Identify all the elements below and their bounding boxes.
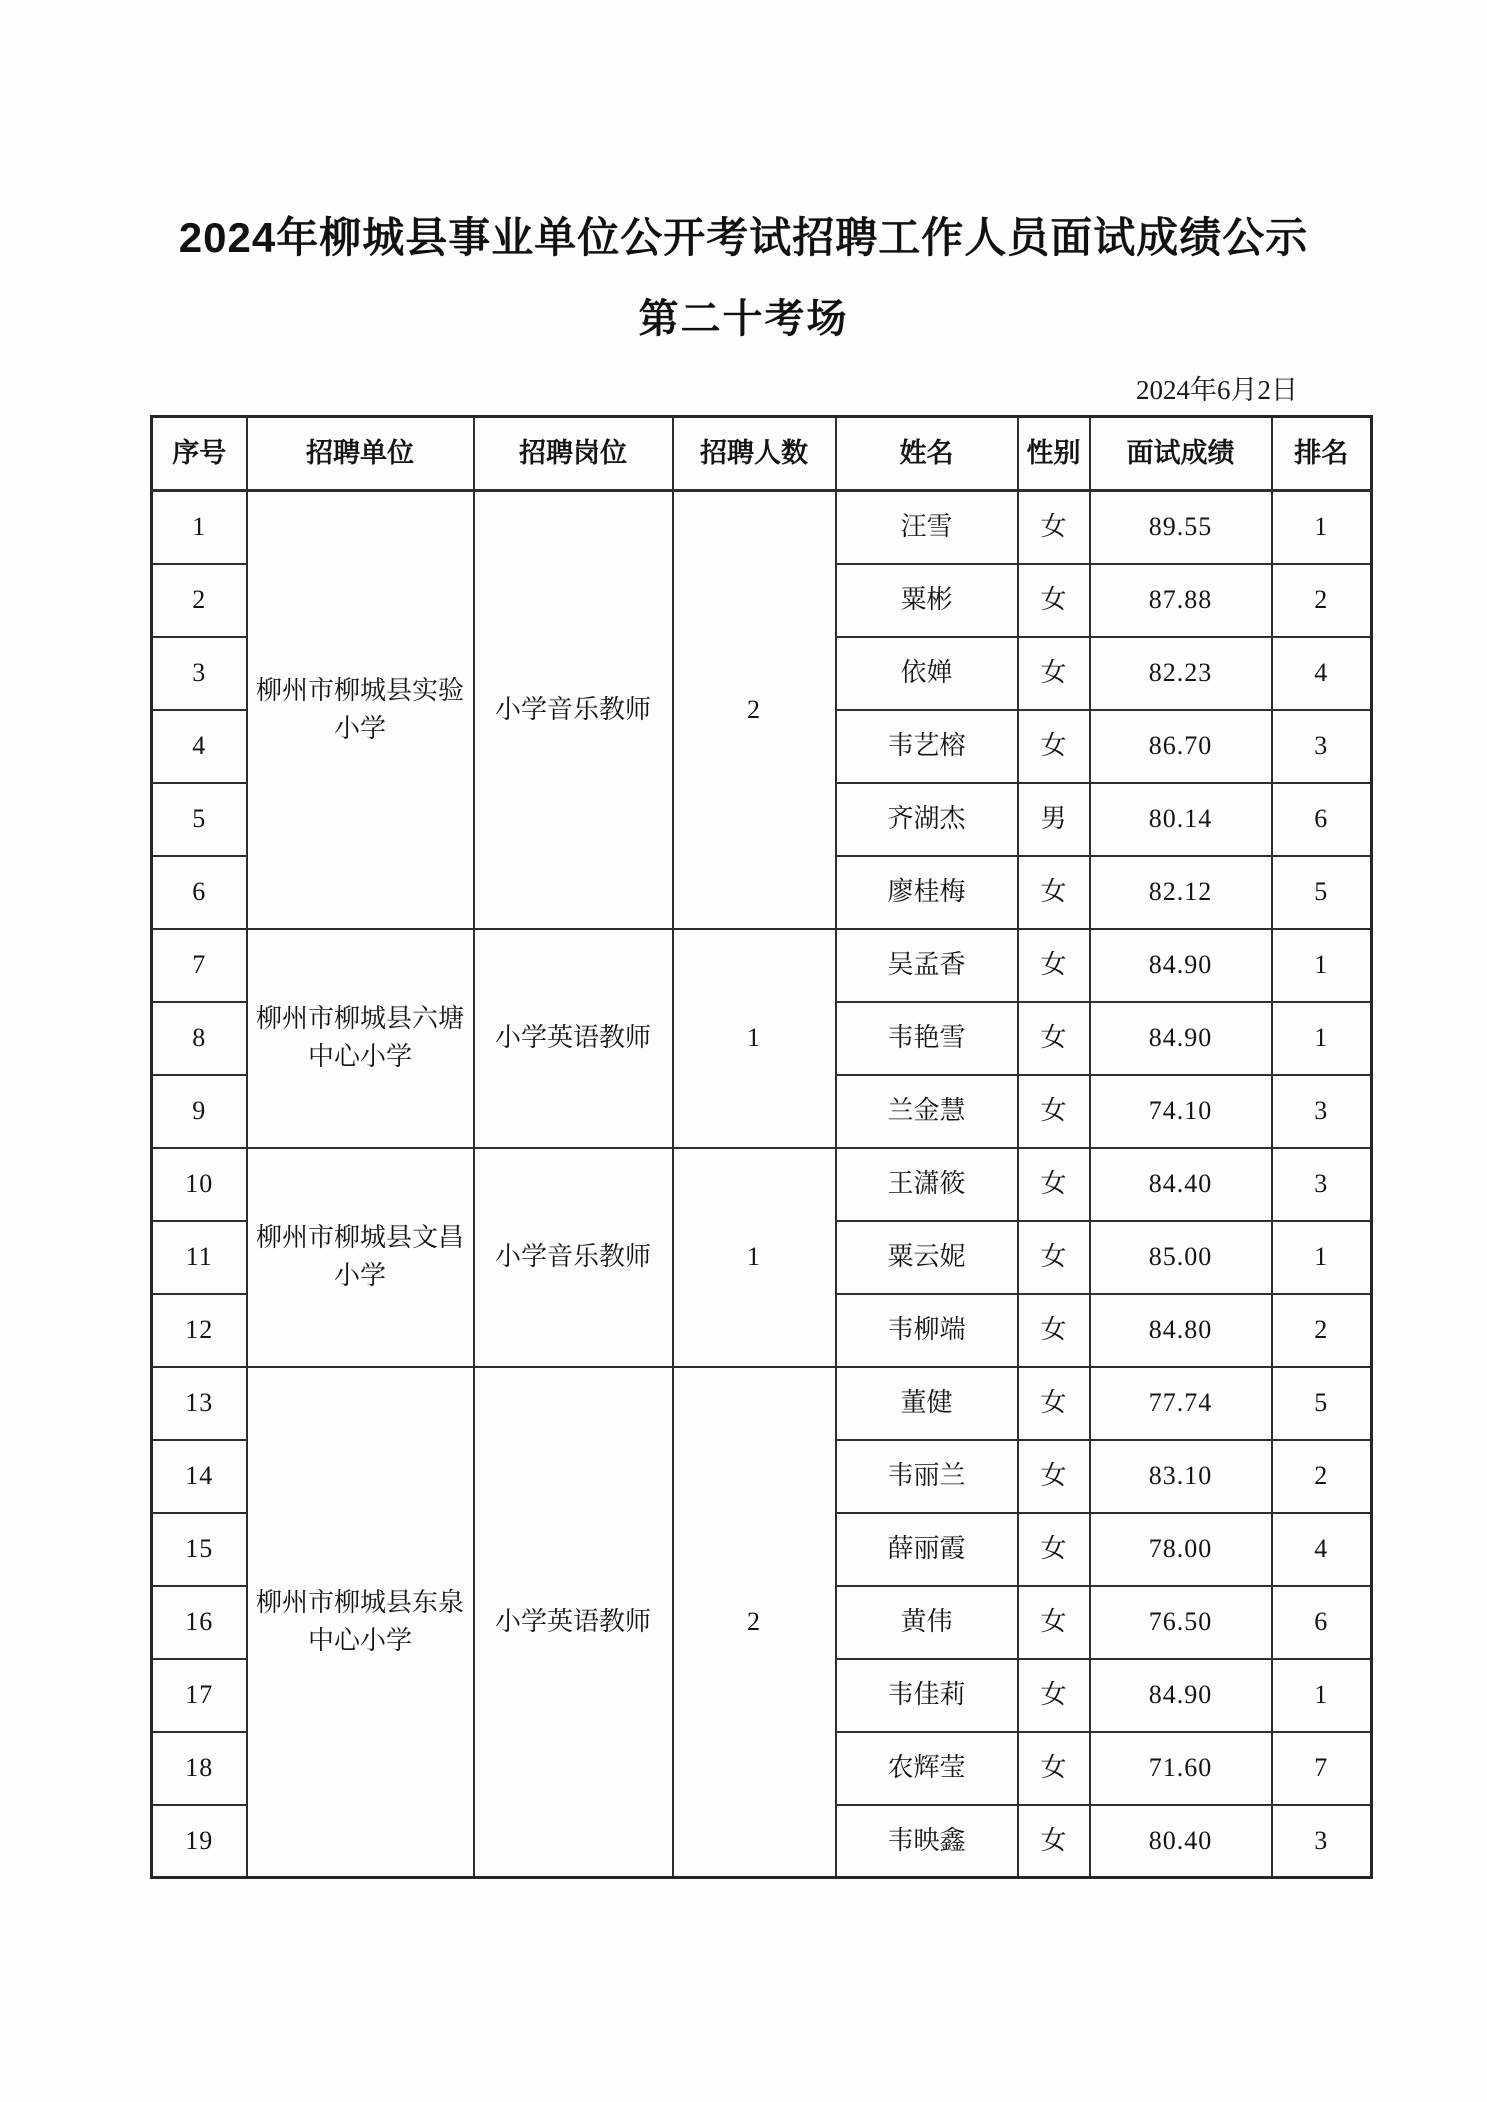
rank-cell: 4 (1272, 1513, 1372, 1586)
serial-cell: 2 (152, 564, 247, 637)
score-cell: 80.40 (1090, 1805, 1272, 1878)
serial-cell: 1 (152, 491, 247, 564)
rank-cell: 4 (1272, 637, 1372, 710)
rank-cell: 3 (1272, 1075, 1372, 1148)
position-cell: 小学音乐教师 (474, 1148, 673, 1367)
name-cell: 粟彬 (836, 564, 1018, 637)
name-cell: 兰金慧 (836, 1075, 1018, 1148)
name-cell: 粟云妮 (836, 1221, 1018, 1294)
name-cell: 农辉莹 (836, 1732, 1018, 1805)
quota-cell: 2 (673, 491, 836, 929)
quota-cell: 1 (673, 929, 836, 1148)
unit-cell: 柳州市柳城县实验小学 (247, 491, 474, 929)
serial-cell: 16 (152, 1586, 247, 1659)
serial-cell: 8 (152, 1002, 247, 1075)
gender-cell: 女 (1018, 1732, 1090, 1805)
gender-cell: 男 (1018, 783, 1090, 856)
serial-cell: 15 (152, 1513, 247, 1586)
header-serial: 序号 (152, 417, 247, 491)
serial-cell: 9 (152, 1075, 247, 1148)
score-cell: 74.10 (1090, 1075, 1272, 1148)
name-cell: 韦佳莉 (836, 1659, 1018, 1732)
gender-cell: 女 (1018, 1440, 1090, 1513)
position-cell: 小学音乐教师 (474, 491, 673, 929)
score-cell: 78.00 (1090, 1513, 1272, 1586)
serial-cell: 19 (152, 1805, 247, 1878)
rank-cell: 6 (1272, 1586, 1372, 1659)
serial-cell: 10 (152, 1148, 247, 1221)
score-cell: 84.90 (1090, 1002, 1272, 1075)
serial-cell: 7 (152, 929, 247, 1002)
name-cell: 吴孟香 (836, 929, 1018, 1002)
score-cell: 82.23 (1090, 637, 1272, 710)
serial-cell: 3 (152, 637, 247, 710)
position-cell: 小学英语教师 (474, 929, 673, 1148)
name-cell: 韦柳端 (836, 1294, 1018, 1367)
score-cell: 84.80 (1090, 1294, 1272, 1367)
header-row (152, 417, 1372, 491)
score-cell: 84.90 (1090, 1659, 1272, 1732)
gender-cell: 女 (1018, 1221, 1090, 1294)
header-name: 姓名 (836, 417, 1018, 491)
name-cell: 依婵 (836, 637, 1018, 710)
score-cell: 89.55 (1090, 491, 1272, 564)
rank-cell: 1 (1272, 1002, 1372, 1075)
gender-cell: 女 (1018, 1586, 1090, 1659)
position-cell: 小学英语教师 (474, 1367, 673, 1878)
header-quota: 招聘人数 (673, 417, 836, 491)
gender-cell: 女 (1018, 856, 1090, 929)
unit-cell: 柳州市柳城县文昌小学 (247, 1148, 474, 1367)
gender-cell: 女 (1018, 1513, 1090, 1586)
score-cell: 77.74 (1090, 1367, 1272, 1440)
table-row (152, 929, 1372, 1002)
table-row (152, 1367, 1372, 1440)
serial-cell: 14 (152, 1440, 247, 1513)
rank-cell: 1 (1272, 929, 1372, 1002)
header-rank: 排名 (1272, 417, 1372, 491)
page-subtitle: 第二十考场 (638, 297, 849, 341)
gender-cell: 女 (1018, 1075, 1090, 1148)
score-cell: 76.50 (1090, 1586, 1272, 1659)
serial-cell: 11 (152, 1221, 247, 1294)
name-cell: 薛丽霞 (836, 1513, 1018, 1586)
unit-cell: 柳州市柳城县六塘中心小学 (247, 929, 474, 1148)
score-cell: 71.60 (1090, 1732, 1272, 1805)
rank-cell: 2 (1272, 564, 1372, 637)
serial-cell: 12 (152, 1294, 247, 1367)
name-cell: 黄伟 (836, 1586, 1018, 1659)
score-cell: 82.12 (1090, 856, 1272, 929)
score-cell: 84.90 (1090, 929, 1272, 1002)
gender-cell: 女 (1018, 491, 1090, 564)
name-cell: 廖桂梅 (836, 856, 1018, 929)
rank-cell: 3 (1272, 1805, 1372, 1878)
rank-cell: 3 (1272, 1148, 1372, 1221)
name-cell: 汪雪 (836, 491, 1018, 564)
table-row (152, 491, 1372, 564)
gender-cell: 女 (1018, 637, 1090, 710)
score-cell: 85.00 (1090, 1221, 1272, 1294)
rank-cell: 7 (1272, 1732, 1372, 1805)
rank-cell: 3 (1272, 710, 1372, 783)
name-cell: 韦艺榕 (836, 710, 1018, 783)
gender-cell: 女 (1018, 710, 1090, 783)
table-row (152, 1148, 1372, 1221)
results-table (150, 415, 1373, 1879)
serial-cell: 13 (152, 1367, 247, 1440)
serial-cell: 6 (152, 856, 247, 929)
quota-cell: 1 (673, 1148, 836, 1367)
gender-cell: 女 (1018, 1002, 1090, 1075)
gender-cell: 女 (1018, 1148, 1090, 1221)
name-cell: 韦映鑫 (836, 1805, 1018, 1878)
rank-cell: 1 (1272, 1659, 1372, 1732)
rank-cell: 5 (1272, 1367, 1372, 1440)
gender-cell: 女 (1018, 1294, 1090, 1367)
score-cell: 86.70 (1090, 710, 1272, 783)
name-cell: 王潇筱 (836, 1148, 1018, 1221)
date-line: 2024年6月2日 (1136, 375, 1298, 405)
rank-cell: 5 (1272, 856, 1372, 929)
score-cell: 87.88 (1090, 564, 1272, 637)
name-cell: 齐湖杰 (836, 783, 1018, 856)
gender-cell: 女 (1018, 564, 1090, 637)
header-unit: 招聘单位 (247, 417, 474, 491)
quota-cell: 2 (673, 1367, 836, 1878)
header-position: 招聘岗位 (474, 417, 673, 491)
rank-cell: 2 (1272, 1294, 1372, 1367)
serial-cell: 17 (152, 1659, 247, 1732)
name-cell: 韦丽兰 (836, 1440, 1018, 1513)
rank-cell: 6 (1272, 783, 1372, 856)
gender-cell: 女 (1018, 929, 1090, 1002)
score-cell: 84.40 (1090, 1148, 1272, 1221)
gender-cell: 女 (1018, 1367, 1090, 1440)
score-cell: 83.10 (1090, 1440, 1272, 1513)
rank-cell: 1 (1272, 491, 1372, 564)
page-title: 2024年柳城县事业单位公开考试招聘工作人员面试成绩公示 (178, 214, 1309, 261)
serial-cell: 5 (152, 783, 247, 856)
gender-cell: 女 (1018, 1805, 1090, 1878)
unit-cell: 柳州市柳城县东泉中心小学 (247, 1367, 474, 1878)
serial-cell: 4 (152, 710, 247, 783)
name-cell: 韦艳雪 (836, 1002, 1018, 1075)
name-cell: 董健 (836, 1367, 1018, 1440)
header-score: 面试成绩 (1090, 417, 1272, 491)
gender-cell: 女 (1018, 1659, 1090, 1732)
score-cell: 80.14 (1090, 783, 1272, 856)
header-gender: 性别 (1018, 417, 1090, 491)
rank-cell: 2 (1272, 1440, 1372, 1513)
serial-cell: 18 (152, 1732, 247, 1805)
rank-cell: 1 (1272, 1221, 1372, 1294)
